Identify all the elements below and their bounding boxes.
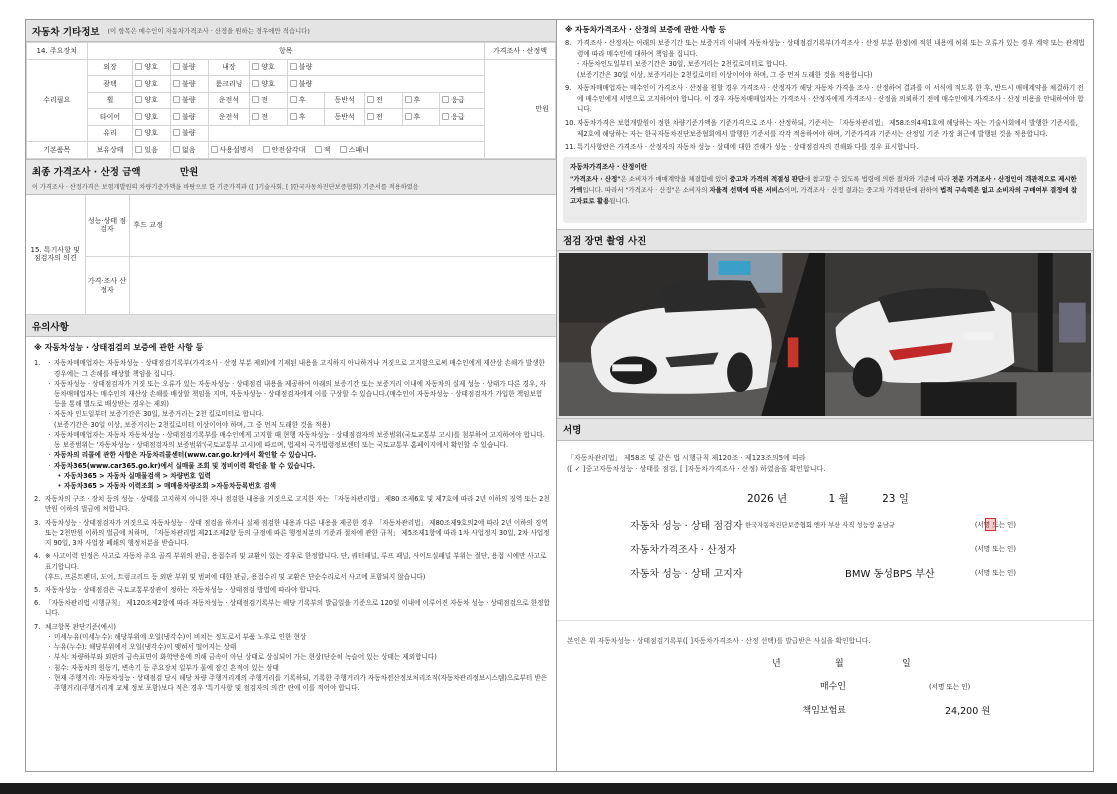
definition-box <box>563 157 1087 223</box>
option-checkbox[interactable] <box>315 146 331 154</box>
notes-body <box>26 337 556 693</box>
empty-cell <box>208 125 484 142</box>
checkbox-icon[interactable] <box>135 80 142 87</box>
recall-note: 자동차의 리콜에 관한 사항은 자동차리콜센터(www.car.go.kr)에서 확인할 수 있습니다. <box>54 451 317 460</box>
signer-notifier <box>630 565 1016 580</box>
right-column <box>557 19 1094 772</box>
receipt-section <box>557 621 1093 739</box>
note-bullet: 자동차매매업자는 자동차성능 · 상태점검기록부(가격조사 · 산정 부분 제외)에 기재된 내용을 고지하지 아니하거나 거짓으로 고지함으로써 매수인에게 재산상 손해가 발생한 경우에는 그 손해를 배상할 책임을 집니다. <box>54 359 545 378</box>
note-item-6 <box>34 598 550 618</box>
criteria-bullet: 누유(누수): 해당부위에서 오일(냉각수)이 맺혀서 떨어지는 상태 <box>54 643 237 652</box>
note-item-7: 7. 체크항목 판단기준(예시) · 미세누유(미세누수): 해당부위에 오일(냉각수)이 비치는 정도로서 부품 노후로 인한 현상 · 누유(누수): 해당부위에서 오일(냉각수)이 맺혀서 떨어지는 상태 · 부식: 차량하부와 외판의 금속표면이 화학반응에 의해 금속이 아닌 상태로 상실되어 가는 현상(단순히 녹슬어 있는 상태는 제외합니다) · 침수: 자동차의 원동기, 변속기 등 주요장치 일부가 물에 잠긴 흔적이 있는 상태 · 현재 주행거리: 자동차성능 · 상태점검 당시 해당 차량 주행거리계의 주행거리를 기록하되, 기록한 주행거리가 자동차전산정보처리조직(자동차관리정보시스템)으로부터 받은 주행거리(주행거리계 교체 정보 포함)보다 적은 경우 '특기사항 및 점검자의 의견' 란에 이를 적어야 합니다. <box>34 622 550 694</box>
note-bullet: 자동차성능 · 상태점검자가 거짓 또는 오류가 있는 자동차성능 · 상태점검 내용을 제공하여 아래의 보증기간 또는 보증거리 이내에 자동차의 실제 성능 · 상태가 다른 경우, 자동차매매업자는 매수인의 재산상 손해를 배상할 책임을 지며, 자동차성능 · 상태점검자에게 이를 구상할 수 있습니다.(매수인이 자동차성능 · 상태점검자가 가입한 책임보험 등을 통해 별도로 배상받는 경우는 제외) <box>54 379 546 409</box>
option-label: 사용설명서 <box>219 145 254 154</box>
receipt-month: 월 <box>835 658 844 669</box>
option-label: 없음 <box>181 145 196 154</box>
signature-day: 23 일 <box>882 492 909 505</box>
option-label: 안전삼각대 <box>271 145 306 154</box>
notes-subhead: ※ 자동차성능 · 상태점검의 보증에 관한 사항 등 <box>34 343 204 352</box>
buyer-sign-field[interactable]: (서명 또는 인) <box>929 682 971 691</box>
option-checkbox[interactable] <box>440 109 485 126</box>
car365-note: 자동차365(www.car365.go.kr)에서 실매물 조회 및 정비이력 확인을 할 수 있습니다. <box>54 461 316 470</box>
signer-org: 한국자동차진단보증협회 엔카 부산 사직 성능장 윤남규 <box>745 521 895 529</box>
checkbox-icon[interactable] <box>315 146 322 153</box>
option-label: 응급 <box>451 112 465 121</box>
option-checkbox[interactable] <box>250 76 288 93</box>
option-checkbox[interactable] <box>287 92 325 109</box>
repair-label: 수리필요 <box>27 59 88 142</box>
checkbox-icon[interactable] <box>290 63 297 70</box>
note-text: 「자동차관리법 시행규칙」 제120조제2항에 따라 자동차성능 · 상태점검기록부는 해당 기록부의 발급일을 기준으로 120일 이내에 이루어진 자동차 성능 · 상태점검으로 한정합니다. <box>45 599 550 618</box>
note-number: 3. <box>34 518 41 527</box>
option-checkbox[interactable] <box>133 59 171 76</box>
notes-title: 유의사항 <box>32 321 69 333</box>
signature-month: 1 월 <box>828 492 849 505</box>
checkbox-icon[interactable] <box>405 113 412 120</box>
note-item-5 <box>34 585 550 595</box>
inspector-opinion: 후드 교정 <box>129 195 556 257</box>
checkbox-icon[interactable] <box>367 113 374 120</box>
sign-field[interactable] <box>975 519 1016 529</box>
checkbox-icon[interactable] <box>211 146 218 153</box>
checkbox-icon[interactable] <box>135 96 142 103</box>
note-number: 6. <box>34 599 41 608</box>
option-checkbox[interactable] <box>250 109 288 126</box>
option-label: 응급 <box>451 96 465 105</box>
checkbox-icon[interactable] <box>135 63 142 70</box>
option-label: 후 <box>298 96 306 105</box>
option-checkbox[interactable] <box>402 109 440 126</box>
option-checkbox[interactable] <box>287 109 325 126</box>
checkbox-icon[interactable] <box>173 96 180 103</box>
note-number: 7. <box>34 622 41 631</box>
other-info-subtitle: (이 항목은 매수인이 자동차가격조사 · 산정을 원하는 경우에만 적습니다) <box>107 27 310 35</box>
seal-stamp-icon <box>985 518 996 531</box>
notifier-name: BMW 동성BPS 부산 <box>845 568 935 580</box>
left-column <box>25 19 557 772</box>
equipment-row <box>27 109 556 126</box>
note-number: 4. <box>34 552 41 561</box>
option-label: 스패너 <box>348 145 369 154</box>
note-text: 가격조사 · 산정자는 아래의 보증기간 또는 보증거리 이내에 자동차성능 · 상태점검기록부(가격조사 · 산정 부분 한정)에 적힌 내용에 허위 또는 오류가 있는 경우 계약 또는 관계법령에 따라 매수인에 대하여 책임을 집니다. <box>577 39 1085 58</box>
other-info-header <box>26 20 556 42</box>
row-label: 운전석 <box>208 109 250 126</box>
option-checkbox[interactable] <box>170 125 208 142</box>
note-text: 자동차매매업자는 매수인이 가격조사 · 산정을 원할 경우 가격조사 · 산정자가 해당 자동차 가격을 조사 · 산정하여 결과를 이 서식에 적도록 한 후, 반드시 매매계약을 체결하기 전에 매수인에게 서면으로 고지하여야 합니다. 이 경우 자동차매매업자는 가격조사 · 산정자에게 가격조사 · 산정을 의뢰하기 전에 매수인에게 가격조사 · 산정 비용을 안내하여야 합니다. <box>577 84 1084 114</box>
checkbox-icon[interactable] <box>340 146 347 153</box>
checkbox-icon[interactable] <box>252 113 259 120</box>
equipment-header-row <box>27 43 556 60</box>
note-number: 1. <box>34 359 41 368</box>
basic-label: 기본품목 <box>27 142 88 159</box>
option-checkbox[interactable] <box>170 109 208 126</box>
col-item: 항목 <box>87 43 484 60</box>
appraiser-opinion <box>129 257 556 315</box>
note-text: (보증기간은 30일 이상, 보증거리는 2천킬로미터 이상이어야 하며, 그 중 먼저 도래한 것을 적용합니다) <box>577 70 873 79</box>
car365-sub-bullet: 자동차365 > 자동차 이력조회 > 매매용차량조회 >자동차등록번호 검색 <box>64 482 277 491</box>
note-text: 자동차성능 · 상태점검은 국토교통부장관이 정하는 자동차성능 · 상태점검 방법에 따라야 합니다. <box>45 585 321 594</box>
option-label: 전 <box>375 112 383 121</box>
car-front-image <box>559 253 825 416</box>
checkbox-icon[interactable] <box>252 80 259 87</box>
row-label: 운전석 <box>208 92 250 109</box>
other-info-title: 자동차 기타정보 <box>32 26 100 38</box>
criteria-bullet: 부식: 차량하부와 외판의 금속표면이 화학반응에 의해 금속이 아닌 상태로 상실되어 가는 현상(단순히 녹슬어 있는 상태는 제외합니다) <box>54 653 437 662</box>
price-value: 만원 <box>484 59 555 158</box>
checkbox-icon[interactable] <box>173 113 180 120</box>
price-warranty-subhead: ※ 자동차가격조사 · 산정의 보증에 관한 사항 등 <box>565 25 726 34</box>
signer-role: 자동차가격조사 · 산정자 <box>630 544 737 556</box>
signer-inspector <box>630 517 1016 532</box>
note-text: 체크항목 판단기준(예시) <box>45 622 116 631</box>
option-checkbox[interactable] <box>250 92 288 109</box>
inspection-photo-rear[interactable] <box>825 253 1091 416</box>
photos-title: 점검 장면 촬영 사진 <box>563 235 647 247</box>
option-checkbox[interactable] <box>170 59 208 76</box>
option-checkbox[interactable] <box>250 59 288 76</box>
checkbox-icon[interactable] <box>135 113 142 120</box>
equipment-row <box>27 125 556 142</box>
option-label: 불량 <box>298 63 313 72</box>
checkbox-icon[interactable] <box>173 129 180 136</box>
row-label: 룸크리닝 <box>208 76 250 93</box>
checkbox-icon[interactable] <box>263 146 270 153</box>
definition-title: 자동차가격조사 · 산정이란 <box>570 162 648 171</box>
option-label: 있음 <box>144 145 158 154</box>
option-label: 양호 <box>144 112 158 121</box>
row-label: 외장 <box>87 59 133 76</box>
row-label: 유리 <box>87 125 133 142</box>
note-number: 9. <box>565 84 572 93</box>
note-text-extra: (후드, 프론트펜더, 도어, 트렁크리드 등 외판 부위 및 범퍼에 대한 판금, 용접수리 및 교환은 단순수리로서 사고에 포함되지 않습니다) <box>45 572 426 581</box>
checkbox-icon[interactable] <box>290 96 297 103</box>
final-price-amount: 만원 <box>179 166 199 178</box>
row-label: 동반석 <box>325 109 365 126</box>
option-group <box>208 142 484 159</box>
note-text: 자동차가격은 보험개발원이 정한 차량기준가액을 기준가격으로 조사 · 산정하되, 기준서는 「자동차관리법」 제58조의4제1호에 해당하는 자는 기술사회에서 발행한 기준서를, 제2호에 해당하는 자는 한국자동차진단보증협회에서 발행한 기준서를 각각 적용하여야 하며, 기준가격과 기준서는 산정일 기준 가장 최근에 발행된 것을 적용합니다. <box>577 118 1078 138</box>
option-checkbox[interactable] <box>263 146 306 154</box>
price-warranty-notes <box>557 20 1093 153</box>
col-price: 가격조사 · 산정액 <box>484 43 555 60</box>
receipt-line: 본인은 위 자동차성능 · 상태점검기록부([ ]자동차가격조사 · 산정 선택)를 발급받은 사실을 확인합니다. <box>567 636 871 645</box>
option-label: 불량 <box>181 129 196 138</box>
inspector-label: 성능·상태 점검자 <box>85 195 129 257</box>
option-checkbox[interactable] <box>287 76 484 93</box>
signature-date <box>747 491 909 506</box>
checkbox-icon[interactable] <box>442 113 449 120</box>
checkbox-icon[interactable] <box>252 96 259 103</box>
option-label: 후 <box>413 112 421 121</box>
option-label: 후 <box>298 112 306 121</box>
note-item-1: 1. · 자동차매매업자는 자동차성능 · 상태점검기록부(가격조사 · 산정 부분 제외)에 기재된 내용을 고지하지 아니하거나 거짓으로 고지함으로써 매수인에게 재산상 손해가 발생한 경우에는 그 손해를 배상할 책임을 집니다. · 자동차성능 · 상태점검자가 거짓 또는 오류가 있는 자동차성능 · 상태점검 내용을 제공하여 아래의 보증기간 또는 보증거리 이내에 자동차의 실제 성능 · 상태가 다른 경우, 자동차매매업자는 매수인의 재산상 손해를 배상할 책임을 지며, 자동차성능 · 상태점검자에게 이를 구상할 수 있습니다.(매수인이 자동차성능 · 상태점검자가 가입한 책임보험 등을 통해 별도로 배상받는 경우는 제외) · 자동차 인도일부터 보증기간은 30일, 보증거리는 2천 킬로미터로 합니다. (보증기간은 30일 이상, 보증거리는 2천킬로미터 이상이어야 하며, 그 중 먼저 도래한 것을 적용) · 자동차매매업자는 자동차 자동차성능 · 상태점검기록부를 매수인에게 고지할 때 현행 자동차성능 · 상태점검자의 보증범위(국토교통부 고시)를 첨부하여 고지하여야 합니다. 동 보증범위는 '자동차성능 · 상태점검자의 보증범위'(국토교통부 고시)에 따르며, 법제처 국가법령정보센터 또는 국토교통부 홈페이지에서 확인할 수 있습니다. · 자동차의 리콜에 관한 사항은 자동차리콜센터(www.car.go.kr)에서 확인할 수 있습니다. · 자동차365(www.car365.go.kr)에서 실매물 조회 및 정비이력 확인을 할 수 있습니다. • 자동차365 > 자동차 실매물검색 > 차량번호 입력 • 자동차365 > 자동차 이력조회 > 매매용차량조회 >자동차등록번호 검색 <box>34 358 550 491</box>
checkbox-icon[interactable] <box>290 80 297 87</box>
option-checkbox[interactable] <box>133 142 171 159</box>
note-text: 자동차성능 · 상태점검자가 거짓으로 자동차성능 · 상태 점검을 하거나 실제 점검한 내용과 다른 내용을 제공한 경우 「자동차관리법」 제80조제9호의2에 따라 2년 이하의 징역 또는 2천만원 이하의 벌금에 처하며, 「자동차관리법 제21조제2항 등의 규정에 따른 행정처분의 기준과 절차에 관한 규칙」 제5조제1항에 따라 1차 사업정지 30일, 2차 사업정지 90일, 3차 사업장 폐쇄의 행정처분을 받습니다. <box>45 518 550 548</box>
final-price-note: 이 가격조사 · 산정가격은 보험개발원의 차량기준가액을 바탕으로 한 기준가격과 ([ ]기술사회, [ ]한국자동차진단보증협회) 기준서를 적용하였음 <box>32 183 419 191</box>
inspection-photos <box>557 251 1093 419</box>
row-label: 타이어 <box>87 109 133 126</box>
note-bullet-extra: (보증기간은 30일 이상, 보증거리는 2천킬로미터 이상이어야 하며, 그 중 먼저 도래한 것을 적용) <box>54 420 331 429</box>
note-text: ※ 사고이력 인정은 사고로 자동차 주요 골격 부위의 판금, 용접수리 및 교환이 있는 경우로 한정합니다. 단, 쿼터패널, 루프 패널, 사이드실패널 부위는 절단, 용접 시에만 사고로 표기합니다. <box>45 552 547 571</box>
option-checkbox[interactable] <box>170 142 208 159</box>
row-label: 휠 <box>87 92 133 109</box>
insurance-fee-value: 24,200 원 <box>945 705 991 717</box>
checkbox-icon[interactable] <box>442 96 449 103</box>
signature-header <box>557 419 1093 441</box>
option-label: 불량 <box>181 63 196 72</box>
signer-role: 자동차 성능 · 상태 점검자 <box>630 520 743 532</box>
option-label: 불량 <box>181 79 196 88</box>
sign-label: (서명 또는 인) <box>974 520 1016 529</box>
final-price-line <box>32 164 550 178</box>
option-label: 불량 <box>298 79 313 88</box>
option-label: 불량 <box>181 112 196 121</box>
note-text: 특기사항란은 가격조사 · 산정자의 자동차 성능 · 상태에 대한 견해가 성능 · 상태점검자의 견해와 다를 경우 표시합니다. <box>577 143 919 152</box>
final-price-title: 최종 가격조사 · 산정 금액 <box>32 166 141 178</box>
note-number: 11. <box>565 143 576 152</box>
sign-field[interactable]: (서명 또는 인) <box>974 544 1016 553</box>
notes-header <box>26 315 556 337</box>
signature-year: 2026 년 <box>747 492 788 505</box>
row-label: 동반석 <box>325 92 365 109</box>
checkbox-icon[interactable] <box>173 146 180 153</box>
note-text: 자동차의 구조 · 장치 등의 성능 · 상태를 고지하지 아니한 자나 점검한 내용을 거짓으로 고지한 자는 「자동차관리법」 제80 조제6호 및 제7호에 따라 2년 이하의 징역 또는 2천만원 이하의 벌금에 처합니다. <box>45 495 550 514</box>
appraiser-label: 가격·조사 산정자 <box>85 257 129 315</box>
opinion-table <box>26 195 556 316</box>
option-label: 양호 <box>261 63 275 72</box>
criteria-bullet: 침수: 자동차의 원동기, 변속기 등 주요장치 일부가 물에 잠긴 흔적이 있는 상태 <box>54 663 279 672</box>
option-label: 전 <box>261 112 269 121</box>
bottom-bar <box>0 783 1117 794</box>
option-label: 후 <box>413 96 421 105</box>
row-label: 보유상태 <box>87 142 133 159</box>
car-rear-image <box>825 253 1091 416</box>
note-bullet: 자동차매매업자는 자동차 자동차성능 · 상태점검기록부를 매수인에게 고지할 때 현행 자동차성능 · 상태점검자의 보증범위(국토교통부 고시)를 첨부하여 고지하여야 합니다. 동 보증범위는 '자동차성능 · 상태점검자의 보증범위'(국토교통부 고시)에 따르며, 법제처 국가법령정보센터 또는 국토교통부 홈페이지에서 확인할 수 있습니다. <box>54 430 545 450</box>
option-checkbox[interactable] <box>133 76 171 93</box>
signature-section <box>557 441 1093 621</box>
option-label: 양호 <box>144 129 158 138</box>
sign-field[interactable]: (서명 또는 인) <box>974 568 1016 577</box>
option-checkbox[interactable] <box>364 92 402 109</box>
option-label: 잭 <box>323 145 331 154</box>
equipment-table <box>26 42 556 159</box>
row-label: 내장 <box>208 59 250 76</box>
note-item-2 <box>34 494 550 514</box>
equipment-row <box>27 92 556 109</box>
option-checkbox[interactable] <box>340 146 369 154</box>
equipment-row <box>27 76 556 93</box>
inspection-photo-front[interactable] <box>559 253 825 416</box>
option-checkbox[interactable] <box>170 92 208 109</box>
option-checkbox[interactable] <box>364 109 402 126</box>
note-item-4 <box>34 551 550 582</box>
checkbox-icon[interactable] <box>252 63 259 70</box>
signer-appraiser <box>630 541 1016 556</box>
signer-role: 자동차 성능 · 상태 고지자 <box>630 568 743 580</box>
checkbox-icon[interactable] <box>367 96 374 103</box>
law-basis-line: 「자동차관리법」 제58조 및 같은 법 시행규칙 제120조 · 제123조의5에 따라 <box>567 453 806 462</box>
option-checkbox[interactable] <box>133 109 171 126</box>
note-item-9 <box>565 83 1085 115</box>
option-checkbox[interactable] <box>440 92 485 109</box>
checkbox-icon[interactable] <box>173 80 180 87</box>
option-checkbox[interactable] <box>287 59 484 76</box>
option-label: 양호 <box>261 79 275 88</box>
note-text: - 자동차인도일부터 보증기간은 30일, 보증거리는 2천킬로미터로 합니다. <box>577 60 788 69</box>
note-item-8 <box>565 38 1085 80</box>
option-checkbox[interactable] <box>133 125 171 142</box>
note-item-10 <box>565 118 1085 139</box>
equipment-row <box>27 59 556 76</box>
definition-text: "가격조사 · 산정"은 소비자가 매매계약을 체결함에 있어 중고차 가격의 적절성 판단에 참고할 수 있도록 법령에 의한 절차와 기준에 따라 전문 가격조사 · 산정인이 객관적으로 제시한 가액입니다. 따라서 "가격조사 · 산정"은 소비자의 자율적 선택에 따른 서비스이며, 가격조사 · 산정 결과는 중고차 가격판단에 관하여 법적 구속력은 없고 소비자의 구매여부 결정에 참고자료로 활용됩니다. <box>570 175 1077 205</box>
note-item-3 <box>34 518 550 549</box>
note-number: 10. <box>565 118 576 127</box>
receipt-year: 년 <box>772 658 781 669</box>
note-bullet: 자동차 인도일부터 보증기간은 30일, 보증거리는 2천 킬로미터로 합니다. <box>54 410 264 419</box>
photos-header <box>557 229 1093 251</box>
option-checkbox[interactable] <box>211 146 254 154</box>
note-number: 8. <box>565 39 572 48</box>
option-label: 전 <box>375 96 383 105</box>
receipt-day: 일 <box>902 658 911 669</box>
option-label: 양호 <box>144 63 158 72</box>
checkbox-icon[interactable] <box>405 96 412 103</box>
option-label: 양호 <box>144 79 158 88</box>
checkbox-icon[interactable] <box>290 113 297 120</box>
option-checkbox[interactable] <box>133 92 171 109</box>
final-price-section <box>26 159 556 195</box>
option-label: 전 <box>261 96 269 105</box>
option-checkbox[interactable] <box>170 76 208 93</box>
row-label: 광택 <box>87 76 133 93</box>
opinion-label: 15. 특기사항 및 점검자의 의견 <box>26 195 85 315</box>
criteria-bullet: 현재 주행거리: 자동차성능 · 상태점검 당시 해당 차량 주행거리계의 주행거리를 기록하되, 기록한 주행거리가 자동차전산정보처리조직(자동차관리정보시스템)으로부터 받은 주행거리(주행거리계 교체 정보 포함)보다 적은 경우 '특기사항 및 점검자의 의견' 란에 이를 적어야 합니다. <box>54 673 548 692</box>
buyer-label: 매수인 <box>819 681 846 692</box>
basic-items-row <box>27 142 556 159</box>
option-label: 양호 <box>144 96 158 105</box>
note-number: 2. <box>34 495 41 504</box>
insurance-fee-label: 책임보험료 <box>802 705 846 716</box>
option-label: 불량 <box>181 96 196 105</box>
option-checkbox[interactable] <box>402 92 440 109</box>
note-item-11 <box>565 142 1085 153</box>
checkbox-icon[interactable] <box>173 63 180 70</box>
col-equipment: 14. 주요장치 <box>27 43 88 60</box>
criteria-bullet: 미세누유(미세누수): 해당부위에 오일(냉각수)이 비치는 정도로서 부품 노후로 인한 현상 <box>54 632 307 641</box>
note-number: 5. <box>34 585 41 594</box>
checkbox-icon[interactable] <box>135 129 142 136</box>
inspection-confirm-line: ([ ✓ ]중고자동차성능 · 상태를 점검, [ ]자동차가격조사 · 산정) 하였음을 확인합니다. <box>567 465 826 474</box>
checkbox-icon[interactable] <box>135 146 142 153</box>
signature-title: 서명 <box>563 425 582 437</box>
car365-sub-bullet: 자동차365 > 자동차 실매물검색 > 차량번호 입력 <box>64 471 211 480</box>
